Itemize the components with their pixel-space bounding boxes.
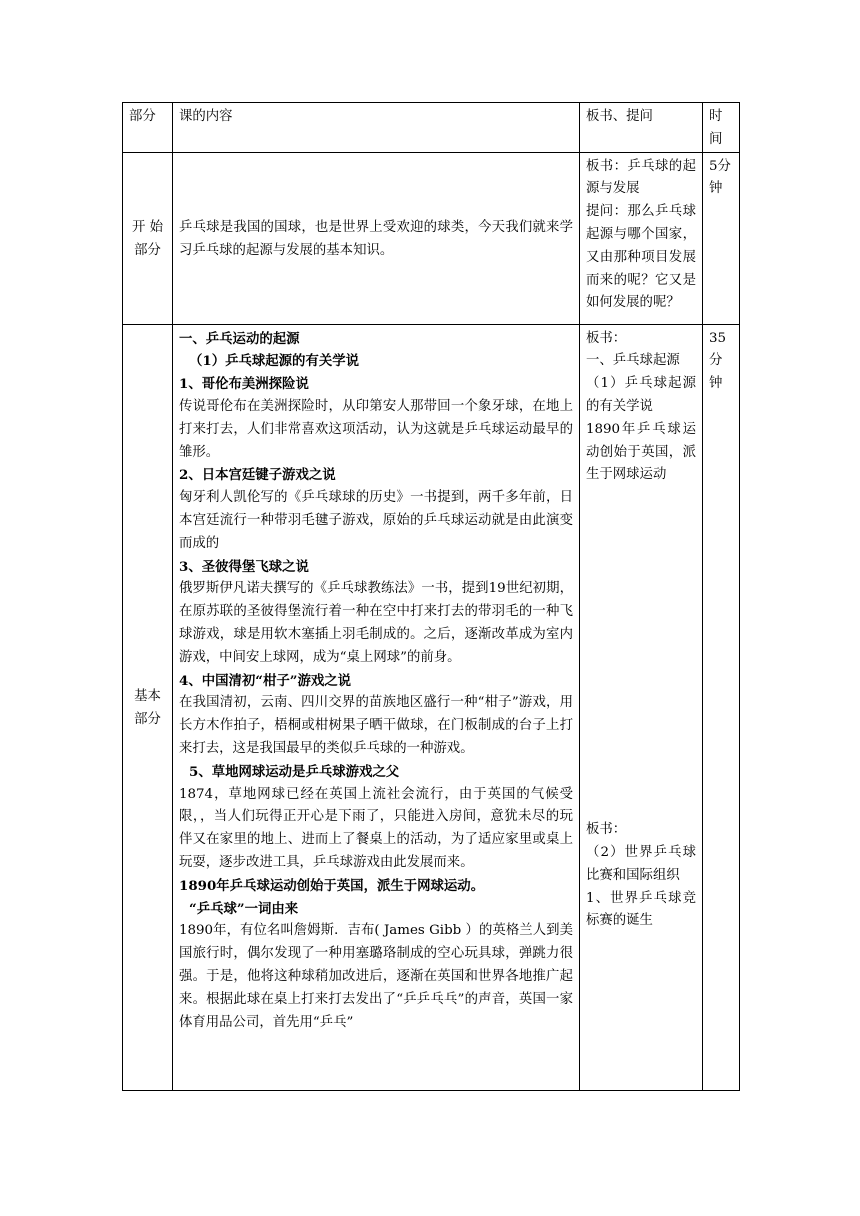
basic-board [580,324,703,1090]
header-row [123,103,740,153]
header-board: 板书、提问 [580,103,703,153]
header-section: 部分 [123,103,173,153]
section-heading: 3、圣彼得堡飞球之说 [179,558,309,575]
start-time: 5分钟 [703,152,740,324]
start-content-text: 乒乓球是我国的国球，也是世界上受欢迎的球类，今天我们就来学习乒乓球的起源与发展的基本知识。 [179,219,573,258]
start-board-text: 板书：乒乓球的起源与发展 提问：那么乒乓球起源与哪个国家，又由那种项目发展而来的呢？它又是如何发展的呢？ [586,158,696,311]
start-board [580,152,703,324]
section-heading: 1890年乒乓球运动创始于英国，派生于网球运动。 [179,877,485,894]
basic-content-body [179,328,573,1088]
paragraph: 俄罗斯伊凡诺夫撰写的《乒乓球教练法》一书，提到19世纪初期，在原苏联的圣彼得堡流行着一种在空中打来打去的带羽毛的一种飞球游戏，球是用软木塞插上羽毛制成的。之后，逐渐改革成为室内游戏，中间安上球网，成为“桌上网球”的前身。 [179,581,573,665]
header-time: 时间 [703,103,740,153]
start-section: 开 始部分 [123,152,173,324]
board-spacer [586,487,696,819]
paragraph: 匈牙利人凯伦写的《乒乓球球的历史》一书提到，两千多年前，日本宫廷流行一种带羽毛毽子游戏，原始的乒乓球运动就是由此演变而成的 [179,490,573,551]
section-heading: 4、中国清初“柑子”游戏之说 [179,672,352,689]
basic-time: 35分钟 [703,324,740,1090]
basic-content [173,324,580,1090]
lesson-plan-table [122,102,740,1091]
section-heading: 1、哥伦布美洲探险说 [179,376,309,393]
start-content [173,152,580,324]
paragraph: 1890年，有位名叫詹姆斯．吉布( James Gibb ）的英格兰人到美国旅行时，偶尔发现了一种用塞璐珞制成的空心玩具球，弹跳力很强。于是，他将这种球稍加改进后，逐渐在英国和世界各地推广起来。根据此球在桌上打来打去发出了“乒乒乓乓”的声音，英国一家体育用品公司，首先用“乒乓” [179,923,573,1030]
section-heading: 2、日本宫廷键子游戏之说 [179,467,336,484]
paragraph: 在我国清初，云南、四川交界的苗族地区盛行一种“柑子”游戏，用长方木作拍子，梧桐或柑树果子晒干做球，在门板制成的台子上打来打去，这是我国最早的类似乒乓球的一种游戏。 [179,695,573,756]
header-content: 课的内容 [173,103,580,153]
basic-board-bottom: 板书： （2）世界乒乓球比赛和国际组织 1、世界乒乓球竞标赛的诞生 [586,822,696,929]
paragraph: 1874，草地网球已经在英国上流社会流行，由于英国的气候受限，，当人们玩得正开心是下雨了，只能进入房间，意犹未尽的玩伴又在家里的地上、进而上了餐桌上的活动，为了适应家里或桌上玩耍，逐步改进工具，乒乓球游戏由此发展而来。 [179,786,573,870]
basic-row [123,324,740,1090]
start-row [123,152,740,324]
section-heading: 一、乒乓运动的起源 [179,330,300,347]
section-heading: （1）乒乓球起源的有关学说 [189,353,360,370]
basic-board-top: 板书： 一、乒乓球起源 （1）乒乓球起源的有关学说 1890年乒乓球运动创始于英国，派生于网球运动 [586,330,696,483]
basic-section: 基本部分 [123,324,173,1090]
paragraph: 传说哥伦布在美洲探险时，从印第安人那带回一个象牙球，在地上打来打去，人们非常喜欢这项活动，认为这就是乒乓球运动最早的雏形。 [179,398,573,460]
section-heading: “乒乓球”一词由来 [189,900,299,917]
section-heading: 5、草地网球运动是乒乓球游戏之父 [189,763,400,780]
